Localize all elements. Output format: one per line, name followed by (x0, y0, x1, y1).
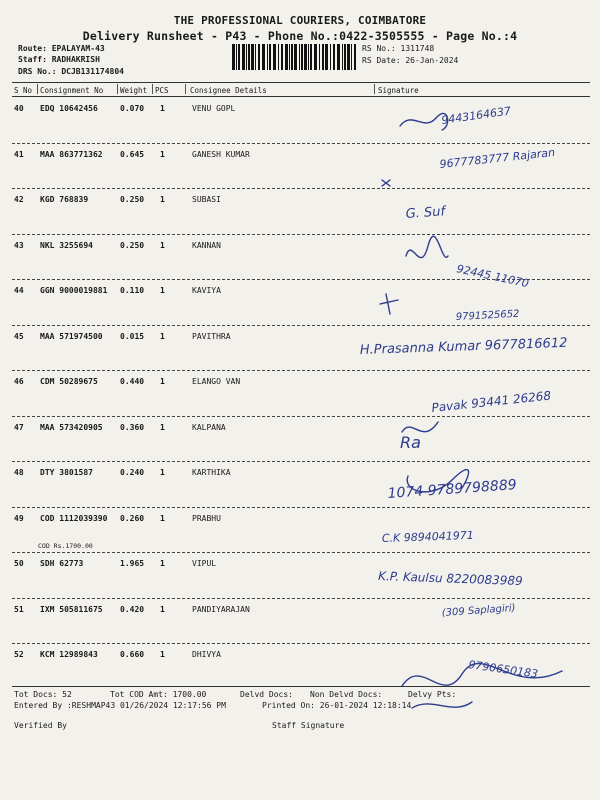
row-sno: 45 (14, 331, 24, 341)
barcode-bar (267, 44, 268, 70)
barcode-bar (299, 44, 300, 70)
row-weight: 0.420 (120, 604, 145, 614)
row-consignment-no: KCM 12989843 (40, 650, 98, 659)
signature-50: K.P. Kaulsu 8220083989 (377, 569, 523, 589)
col-header-weight: Weight (120, 86, 148, 95)
signature-43: 92445 11070 (455, 262, 530, 291)
col-header-sno: S No (14, 86, 33, 95)
row-consignee: VIPUL (192, 559, 217, 568)
row-consignee: DHIVYA (192, 650, 221, 659)
signature-45: H.Prasanna Kumar 9677816612 (359, 335, 568, 358)
footer-rule (12, 686, 590, 687)
col-separator (152, 84, 153, 94)
row-sno: 40 (14, 104, 24, 113)
signature-scribble (412, 702, 472, 708)
barcode-bar (255, 44, 256, 70)
row-consignee: KAVIYA (192, 286, 221, 295)
row-weight: 0.070 (120, 104, 145, 113)
row-sno: 48 (14, 468, 24, 477)
signature-46: Pavak 93441 26268 (430, 388, 552, 415)
row-pcs: 1 (160, 195, 165, 204)
signature-52: 9790650183 (467, 658, 539, 681)
row-consignee: ELANGO VAN (192, 377, 241, 386)
row-consignee: PAVITHRA (192, 331, 231, 341)
row-consignment-no: EDQ 10642456 (40, 104, 98, 113)
row-weight: 0.440 (120, 377, 145, 386)
row-weight: 0.015 (120, 331, 145, 341)
signature-41: 9677783777 Rajaran (438, 145, 556, 171)
barcode-bar (238, 44, 240, 70)
col-separator (37, 84, 38, 94)
row-consignee: PANDIYARAJAN (192, 604, 250, 614)
entered-by: Entered By :RESHMAP43 01/26/2024 12:17:56 PM (14, 701, 226, 710)
col-header-signature: Signature (378, 86, 419, 95)
row-weight: 1.965 (120, 559, 145, 568)
barcode-bar (314, 44, 317, 70)
row-sno: 46 (14, 377, 24, 386)
barcode-bar (337, 44, 340, 70)
total-docs: Tot Docs: 52 (14, 690, 72, 699)
barcode-bar (262, 44, 265, 70)
barcode-bar (330, 44, 331, 70)
barcode-bar (342, 44, 343, 70)
delivery-points: Delvy Pts: (408, 690, 457, 699)
row-pcs: 1 (160, 104, 165, 113)
row-pcs: 1 (160, 559, 165, 568)
row-consignment-no: SDH 62773 (40, 559, 84, 568)
row-consignment-no: KGD 768839 (40, 195, 89, 204)
barcode-bar (333, 44, 335, 70)
row-pcs: 1 (160, 468, 165, 477)
barcode-bar (248, 44, 250, 70)
barcode-bar (354, 44, 356, 70)
barcode-bar (236, 44, 237, 70)
rs-number: RS No.: 1311748 (362, 44, 435, 53)
barcode-bar (232, 44, 235, 70)
barcode-bar (304, 44, 307, 70)
row-sno: 44 (14, 286, 24, 295)
staff-label: Staff: RADHAKRISH (18, 55, 100, 64)
delivered-docs: Delvd Docs: (240, 690, 293, 699)
barcode-bar (325, 44, 328, 70)
barcode-bar (258, 44, 260, 70)
non-delivered-docs: Non Delvd Docs: (310, 690, 383, 699)
row-weight: 0.250 (120, 195, 145, 204)
barcode-bar (285, 44, 288, 70)
row-sno: 41 (14, 149, 24, 159)
barcode-bar (344, 44, 346, 70)
row-consignment-no: NKL 3255694 (40, 240, 93, 250)
signature-scribble (380, 294, 398, 314)
col-separator (117, 84, 118, 94)
barcode-bar (308, 44, 309, 70)
barcode-bar (347, 44, 350, 70)
barcode-bar (310, 44, 312, 70)
signature-44: 9791525652 (455, 308, 520, 323)
header-rule-top (12, 82, 590, 83)
row-weight: 0.260 (120, 513, 145, 523)
barcode-bar (242, 44, 245, 70)
row-consignment-no: COD 1112039390 (40, 513, 108, 523)
rs-date: RS Date: 26-Jan-2024 (362, 56, 459, 65)
barcode-bar (322, 44, 324, 70)
signature-scribble (406, 236, 448, 257)
row-pcs: 1 (160, 240, 165, 250)
barcode-bar (278, 44, 279, 70)
row-sno: 52 (14, 650, 24, 659)
row-pcs: 1 (160, 331, 165, 341)
row-pcs: 1 (160, 650, 165, 659)
staff-signature-label: Staff Signature (272, 721, 345, 730)
row-sno: 47 (14, 422, 24, 432)
total-cod-amount: Tot COD Amt: 1700.00 (110, 690, 207, 699)
signature-51: (309 Saplagiri) (441, 602, 516, 619)
signature-42: G. Suf (405, 204, 446, 222)
barcode-bar (289, 44, 290, 70)
printed-on: Printed On: 26-01-2024 12:18:14 (262, 701, 412, 710)
barcode-bar (291, 44, 293, 70)
barcode-bar (351, 44, 352, 70)
row-consignee: VENU GOPL (192, 104, 236, 113)
row-weight: 0.645 (120, 149, 145, 159)
company-title: THE PROFESSIONAL COURIERS, COIMBATORE (173, 14, 427, 27)
barcode-bar (251, 44, 254, 70)
col-header-consignee: Consignee Details (190, 86, 267, 95)
row-pcs: 1 (160, 286, 165, 295)
signature-scribble (402, 422, 438, 432)
drs-number: DRS No.: DCJB131174804 (18, 67, 124, 76)
signature-48: 1074 9789798889 (387, 477, 518, 502)
row-consignment-no: IXM 505811675 (40, 604, 103, 614)
row-sno: 43 (14, 240, 24, 250)
row-weight: 0.360 (120, 422, 145, 432)
barcode (232, 44, 356, 70)
col-separator (374, 84, 375, 94)
barcode-bar (319, 44, 320, 70)
row-pcs: 1 (160, 513, 165, 523)
row-weight: 0.660 (120, 650, 145, 659)
row-sno: 51 (14, 604, 24, 614)
row-sno: 49 (14, 513, 24, 523)
barcode-bar (246, 44, 247, 70)
row-sno: 42 (14, 195, 24, 204)
signature-scribble (382, 180, 390, 186)
row-consignment-no: CDM 50289675 (40, 377, 98, 386)
row-cod-note: COD Rs.1700.00 (38, 541, 93, 550)
row-consignment-no: GGN 9000019881 (40, 286, 108, 295)
row-pcs: 1 (160, 149, 165, 159)
signature-47: Ra (400, 433, 421, 452)
barcode-bar (273, 44, 276, 70)
col-header-pcs: PCS (155, 86, 169, 95)
row-pcs: 1 (160, 604, 165, 614)
row-weight: 0.110 (120, 286, 145, 295)
col-header-consignment: Consignment No (40, 86, 104, 95)
verified-by: Verified By (14, 721, 67, 730)
row-consignment-no: MAA 571974500 (40, 331, 103, 341)
row-weight: 0.250 (120, 240, 145, 250)
barcode-bar (281, 44, 283, 70)
signature-49: C.K 9894041971 (381, 528, 474, 545)
row-consignee: SUBASI (192, 195, 221, 204)
row-consignment-no: DTY 3801587 (40, 468, 93, 477)
handwritten-signatures (359, 96, 592, 716)
signature-40: 9443164637 (440, 104, 512, 127)
row-consignee: KARTHIKA (192, 468, 231, 477)
row-pcs: 1 (160, 377, 165, 386)
col-separator (185, 84, 186, 94)
barcode-bar (294, 44, 297, 70)
row-consignment-no: MAA 863771362 (40, 149, 103, 159)
row-consignee: PRABHU (192, 513, 221, 523)
runsheet-title: Delivery Runsheet - P43 - Phone No.:0422-3505555 - Page No.:4 (82, 29, 518, 43)
row-weight: 0.240 (120, 468, 145, 477)
row-consignee: KANNAN (192, 240, 221, 250)
route-label: Route: EPALAYAM-43 (18, 44, 105, 53)
row-pcs: 1 (160, 422, 165, 432)
row-consignee: GANESH KUMAR (192, 149, 250, 159)
row-sno: 50 (14, 559, 24, 568)
row-consignee: KALPANA (192, 422, 226, 432)
barcode-bar (301, 44, 303, 70)
barcode-bar (269, 44, 271, 70)
row-consignment-no: MAA 573420905 (40, 422, 103, 432)
